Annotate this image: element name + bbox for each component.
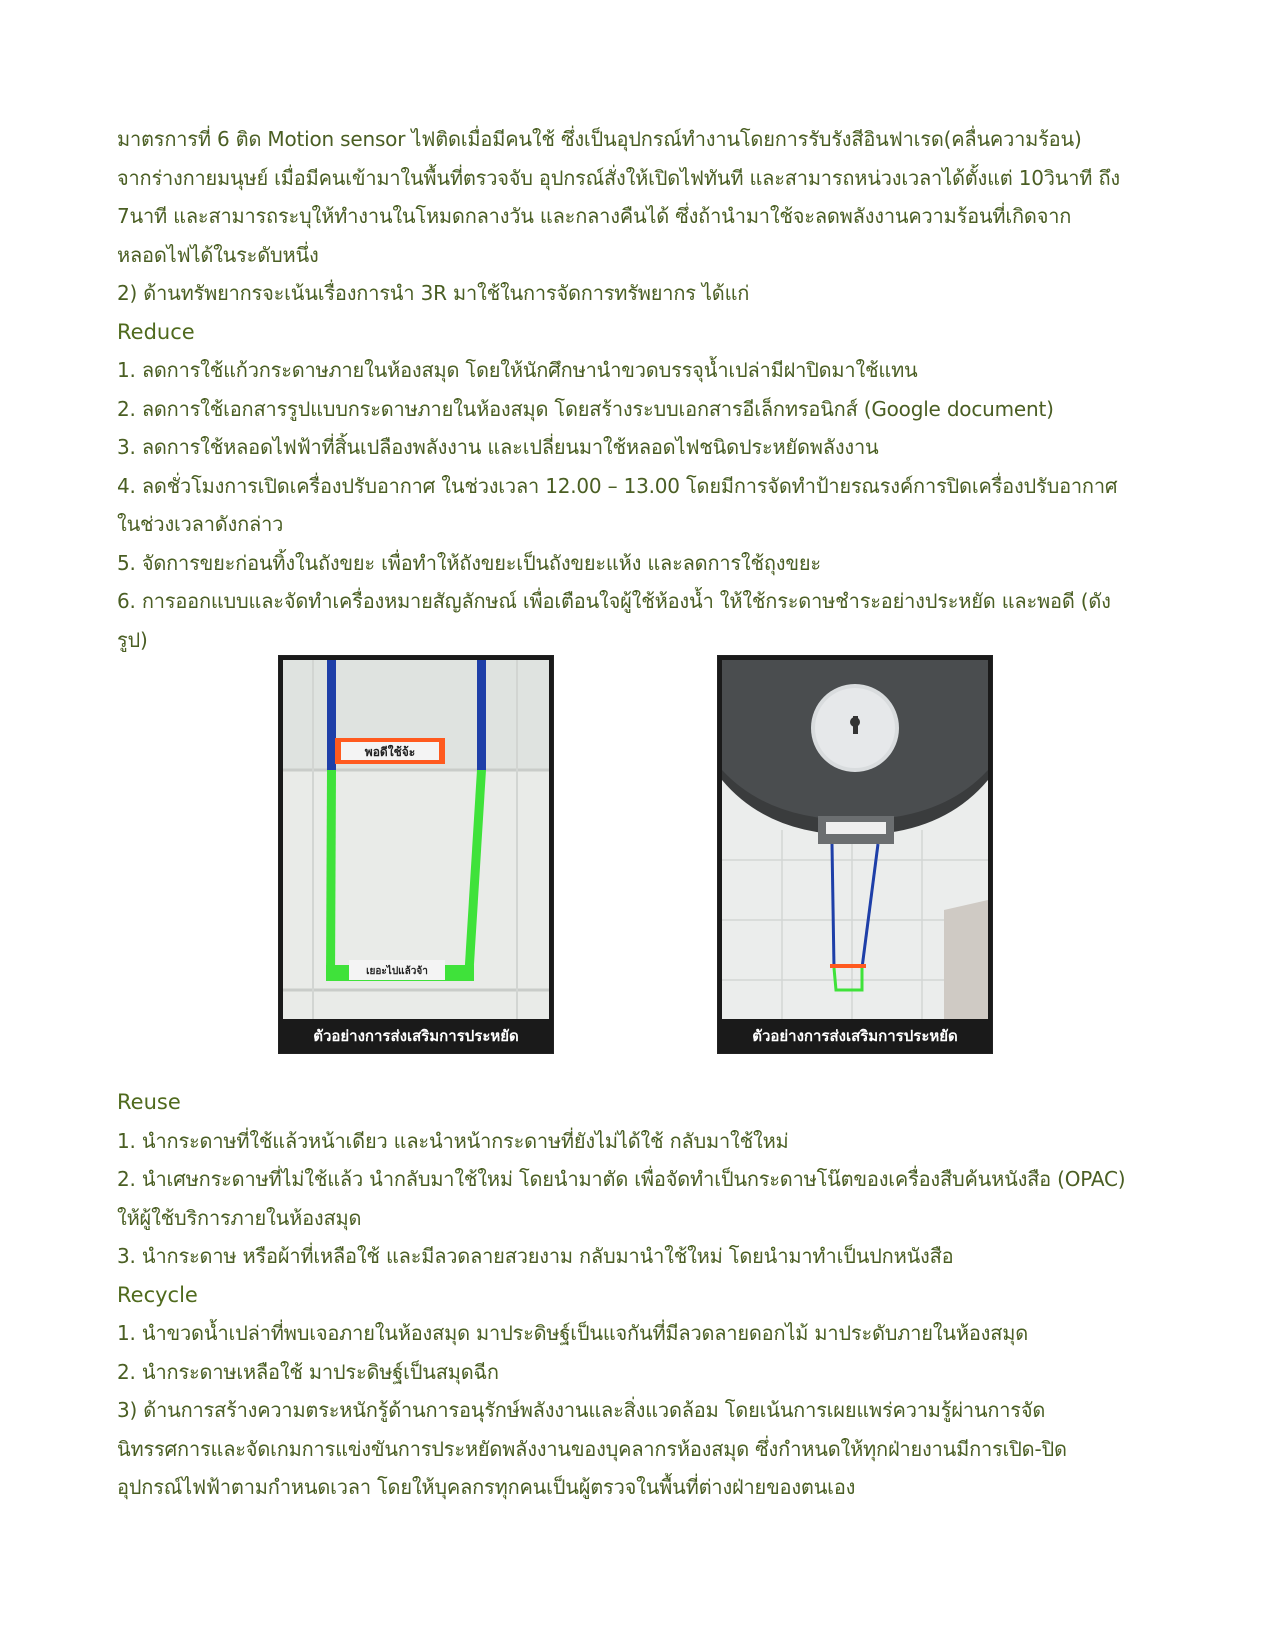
photo-image xyxy=(283,660,549,1019)
photo-dispenser xyxy=(717,655,993,1054)
photo-tape-markers xyxy=(278,655,554,1054)
list-item: 5. จัดการขยะก่อนทิ้งในถังขยะ เพื่อทำให้ถังขยะเป็นถังขยะแห้ง และลดการใช้ถุงขยะ xyxy=(117,550,821,575)
list-item: 2. นำกระดาษเหลือใช้ มาประดิษฐ์เป็นสมุดฉีก xyxy=(117,1359,499,1384)
list-item: 1. ลดการใช้แก้วกระดาษภายในห้องสมุด โดยให้นักศึกษานำขวดบรรจุน้ำเปล่ามีฝาปิดมาใช้แทน xyxy=(117,358,918,382)
tape-label-bottom: เยอะไปแล้วจ้า xyxy=(366,966,428,977)
list-item: รูป) xyxy=(117,627,148,652)
tile-wall-illustration xyxy=(283,660,549,1019)
list-item: 6. การออกแบบและจัดทำเครื่องหมายสัญลักษณ์ เพื่อเตือนใจผู้ใช้ห้องน้ำ ให้ใช้กระดาษชำระอย่างประหยัด และพอดี (ดัง xyxy=(117,589,1111,613)
list-item: 1. นำกระดาษที่ใช้แล้วหน้าเดียว และนำหน้ากระดาษที่ยังไม่ได้ใช้ กลับมาใช้ใหม่ xyxy=(117,1128,789,1153)
list-item: 1. นำขวดน้ำเปล่าที่พบเจอภายในห้องสมุด มาประดิษฐ์เป็นแจกันที่มีลวดลายดอกไม้ มาประดับภายในห้องสมุด xyxy=(117,1321,1028,1345)
photo-image xyxy=(722,660,988,1019)
intro-text xyxy=(117,120,1159,659)
dispenser-illustration xyxy=(722,660,988,1019)
list-item: 4. ลดชั่วโมงการเปิดเครื่องปรับอากาศ ในช่วงเวลา 12.00 – 13.00 โดยมีการจัดทำป้ายรณรงค์การปิดเครื่องปรับอากาศ xyxy=(117,473,1118,498)
photo-caption: ตัวอย่างการส่งเสริมการประหยัด xyxy=(752,1027,958,1045)
text-line: มาตรการที่ 6 ติด Motion sensor ไฟติดเมื่อมีคนใช้ ซึ่งเป็นอุปกรณ์ทำงานโดยการรับรังสีอินฟาเรด(คลื่นความร้อน) xyxy=(117,127,1082,151)
reuse-heading: Reuse xyxy=(117,1090,181,1114)
tape-label-top: พอดีใช้จ้ะ xyxy=(364,745,416,759)
text-line: อุปกรณ์ไฟฟ้าตามกำหนดเวลา โดยให้บุคลกรทุกคนเป็นผู้ตรวจในพื้นที่ต่างฝ่ายของตนเอง xyxy=(117,1475,856,1499)
list-item: 2. ลดการใช้เอกสารรูปแบบกระดาษภายในห้องสมุด โดยสร้างระบบเอกสารอีเล็กทรอนิกส์ (Google document) xyxy=(117,396,1054,421)
photo-caption: ตัวอย่างการส่งเสริมการประหยัด xyxy=(313,1027,519,1045)
reduce-heading: Reduce xyxy=(117,319,195,344)
text-line: นิทรรศการและจัดเกมการแข่งขันการประหยัดพลังงานของบุคลากรห้องสมุด ซึ่งกำหนดให้ทุกฝ่ายงานมีการเปิด-ปิด xyxy=(117,1436,1067,1461)
text-line: 7นาที และสามารถระบุให้ทำงานในโหมดกลางวัน และกลางคืนได้ ซึ่งถ้านำมาใช้จะลดพลังงานความร้อนที่เกิดจาก xyxy=(117,204,1072,228)
list-item: ในช่วงเวลาดังกล่าว xyxy=(117,512,284,536)
bottom-text xyxy=(117,1083,1159,1507)
list-item: 3. นำกระดาษ หรือผ้าที่เหลือใช้ และมีลวดลายสวยงาม กลับมานำใช้ใหม่ โดยนำมาทำเป็นปกหนังสือ xyxy=(117,1244,954,1268)
text-line: จากร่างกายมนุษย์ เมื่อมีคนเข้ามาในพื้นที่ตรวจจับ อุปกรณ์สั่งให้เปิดไฟทันที และสามารถหน่วงเวลาได้ตั้งแต่ 10วินาที ถึง xyxy=(117,165,1120,190)
text-line: 3) ด้านการสร้างความตระหนักรู้ด้านการอนุรักษ์พลังงานและสิ่งแวดล้อม โดยเน้นการเผยแพร่ความรู้ผ่านการจัด xyxy=(117,1398,1046,1422)
list-item: ให้ผู้ใช้บริการภายในห้องสมุด xyxy=(117,1205,362,1230)
recycle-heading: Recycle xyxy=(117,1282,198,1307)
list-item: 2. นำเศษกระดาษที่ไม่ใช้แล้ว นำกลับมาใช้ใหม่ โดยนำมาตัด เพื่อจัดทำเป็นกระดาษโน๊ตของเครื่องสืบค้นหนังสือ (OPAC) xyxy=(117,1167,1126,1191)
text-line: 2) ด้านทรัพยากรจะเน้นเรื่องการนำ 3R มาใช้ในการจัดการทรัพยากร ได้แก่ xyxy=(117,281,750,305)
text-line: หลอดไฟได้ในระดับหนึ่ง xyxy=(117,242,319,267)
list-item: 3. ลดการใช้หลอดไฟฟ้าที่สิ้นเปลืองพลังงาน และเปลี่ยนมาใช้หลอดไฟชนิดประหยัดพลังงาน xyxy=(117,435,879,459)
